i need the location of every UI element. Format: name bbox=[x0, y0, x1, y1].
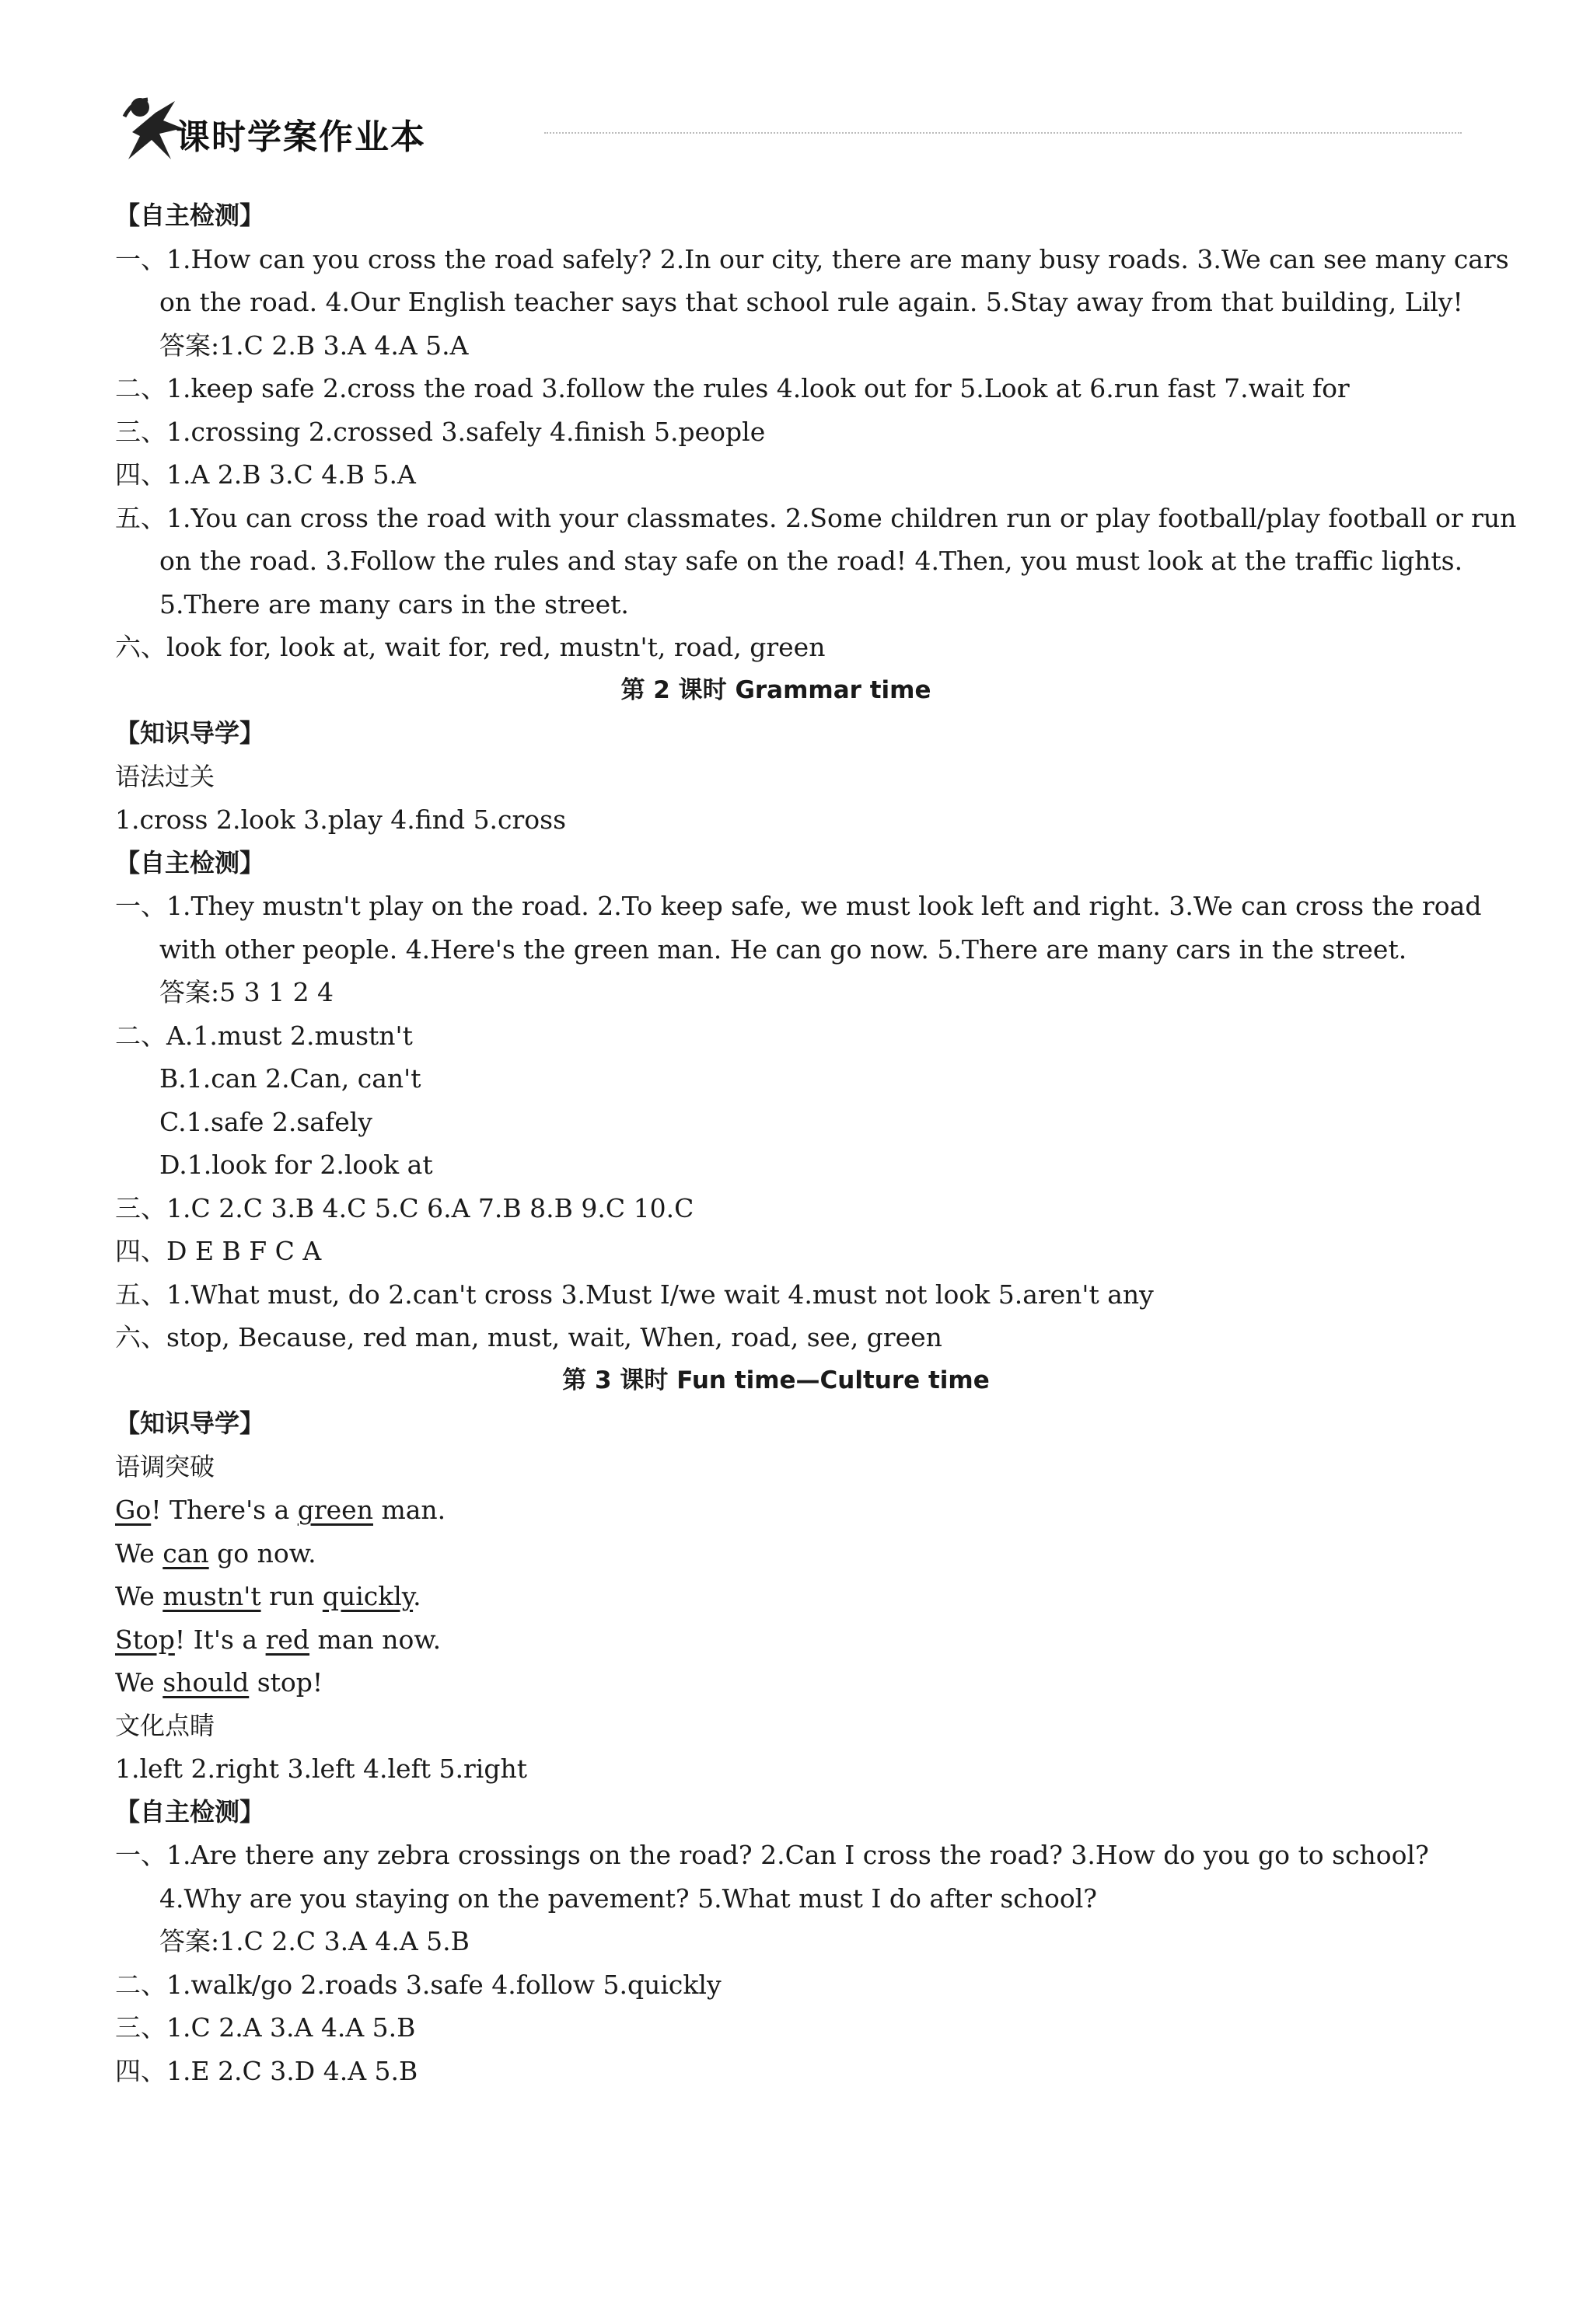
answer-line-m1: 文化点睛 bbox=[115, 1710, 215, 1740]
answer-line-l11: 六、look for, look at, wait for, red, mustn't, road, green bbox=[115, 632, 826, 662]
stressed-word: Go bbox=[115, 1495, 152, 1525]
answer-line-l12: 第 2 课时 Grammar time bbox=[620, 675, 931, 704]
answer-line-l23: D.1.look for 2.look at bbox=[159, 1150, 433, 1180]
answer-line-l4: 答案:1.C 2.B 3.A 4.A 5.A bbox=[159, 330, 469, 361]
header-title: 课时学案作业本 bbox=[176, 117, 426, 157]
sentence-text: man. bbox=[372, 1495, 446, 1525]
answer-line-l7: 四、1.A 2.B 3.C 4.B 5.A bbox=[115, 459, 416, 490]
answer-line-l21: B.1.can 2.Can, can't bbox=[159, 1063, 421, 1094]
answer-line-m6: 答案:1.C 2.C 3.A 4.A 5.B bbox=[159, 1926, 470, 1956]
answer-line-l30: 语调突破 bbox=[115, 1451, 215, 1481]
answer-line-l24: 三、1.C 2.C 3.B 4.C 5.C 6.A 7.B 8.B 9.C 10.C bbox=[115, 1192, 694, 1223]
answer-line-l8: 五、1.You can cross the road with your classmates. 2.Some children run or play football/play football or run bbox=[115, 502, 1517, 533]
answer-content bbox=[115, 194, 1517, 2092]
answer-line-m4: 一、1.Are there any zebra crossings on the road? 2.Can I cross the road? 3.How do you go to school? bbox=[115, 1840, 1429, 1870]
page-header bbox=[109, 85, 1477, 171]
stressed-word: should bbox=[162, 1667, 250, 1698]
answer-line-m9: 四、1.E 2.C 3.D 4.A 5.B bbox=[115, 2055, 418, 2086]
stressed-word: can bbox=[162, 1537, 209, 1569]
sentence-text: man now. bbox=[309, 1624, 442, 1655]
sentence-text: stop! bbox=[249, 1667, 323, 1698]
answer-line-m2: 1.left 2.right 3.left 4.left 5.right bbox=[115, 1753, 527, 1784]
intonation-block bbox=[115, 1488, 1483, 1705]
answer-line-l17: 一、1.They mustn't play on the road. 2.To keep safe, we must look left and right. 3.We can cross the road bbox=[115, 891, 1482, 921]
answer-line-l28: 第 3 课时 Fun time—Culture time bbox=[562, 1366, 990, 1394]
answer-line-l27: 六、stop, Because, red man, must, wait, When, road, see, green bbox=[115, 1322, 942, 1352]
answer-line-l19: 答案:5 3 1 2 4 bbox=[159, 977, 334, 1007]
sentence-text: ! It's a bbox=[174, 1624, 266, 1655]
answer-line-l14: 语法过关 bbox=[115, 761, 215, 791]
answer-line-l20: 二、A.1.must 2.mustn't bbox=[115, 1020, 413, 1051]
answer-line-l6: 三、1.crossing 2.crossed 3.safely 4.finish 5.people bbox=[115, 416, 766, 447]
sentence-text: ! There's a bbox=[151, 1495, 298, 1525]
stressed-word: red bbox=[265, 1624, 310, 1655]
sentence-text: We bbox=[115, 1667, 163, 1698]
sentence-text: go now. bbox=[208, 1537, 316, 1569]
sentence-text: We bbox=[115, 1537, 163, 1569]
answer-line-l1: 【自主检测】 bbox=[115, 201, 265, 230]
intonation-line-4 bbox=[115, 1618, 1483, 1662]
answer-line-m3: 【自主检测】 bbox=[115, 1796, 265, 1827]
answer-line-m7: 二、1.walk/go 2.roads 3.safe 4.follow 5.quickly bbox=[115, 1969, 722, 2000]
stressed-word: quickly bbox=[322, 1581, 414, 1611]
header-rule bbox=[544, 132, 1462, 134]
answer-line-l10: 5.There are many cars in the street. bbox=[159, 588, 629, 619]
answer-line-l16: 【自主检测】 bbox=[115, 847, 265, 878]
answer-line-m5: 4.Why are you staying on the pavement? 5.What must I do after school? bbox=[159, 1883, 1097, 1914]
intonation-line-1 bbox=[115, 1488, 1483, 1532]
answer-line-l29: 【知识导学】 bbox=[115, 1408, 265, 1438]
answer-line-l5: 二、1.keep safe 2.cross the road 3.follow the rules 4.look out for 5.Look at 6.run fast 7.wait for bbox=[115, 373, 1350, 403]
stressed-word: green bbox=[297, 1495, 373, 1525]
answer-line-l9: on the road. 3.Follow the rules and stay safe on the road! 4.Then, you must look at the traffic lights. bbox=[159, 546, 1463, 576]
intonation-line-2 bbox=[115, 1532, 1483, 1576]
answer-line-l15: 1.cross 2.look 3.play 4.find 5.cross bbox=[115, 804, 567, 835]
stressed-word: Stop bbox=[115, 1624, 175, 1655]
answer-block-1 bbox=[115, 194, 1517, 1488]
answer-line-l13: 【知识导学】 bbox=[115, 718, 265, 748]
stressed-word: mustn't bbox=[162, 1581, 261, 1611]
intonation-line-5 bbox=[115, 1661, 1483, 1705]
sentence-text: . bbox=[413, 1581, 421, 1611]
sentence-text: We bbox=[115, 1581, 163, 1611]
answer-line-l26: 五、1.What must, do 2.can't cross 3.Must I/we wait 4.must not look 5.aren't any bbox=[115, 1279, 1154, 1310]
answer-line-l3: on the road. 4.Our English teacher says that school rule again. 5.Stay away from that building, Lily! bbox=[159, 287, 1463, 317]
sentence-text: run bbox=[260, 1581, 323, 1611]
intonation-line-3 bbox=[115, 1575, 1483, 1618]
answer-line-l25: 四、D E B F C A bbox=[115, 1236, 322, 1266]
answer-line-l22: C.1.safe 2.safely bbox=[159, 1106, 372, 1137]
answer-line-l2: 一、1.How can you cross the road safely? 2.In our city, there are many busy roads. 3.We can see many cars bbox=[115, 243, 1509, 274]
answer-line-l18: with other people. 4.Here's the green man. He can go now. 5.There are many cars in the street. bbox=[159, 933, 1407, 965]
answer-line-m8: 三、1.C 2.A 3.A 4.A 5.B bbox=[115, 2012, 416, 2043]
answer-block-2 bbox=[115, 1705, 1483, 2093]
